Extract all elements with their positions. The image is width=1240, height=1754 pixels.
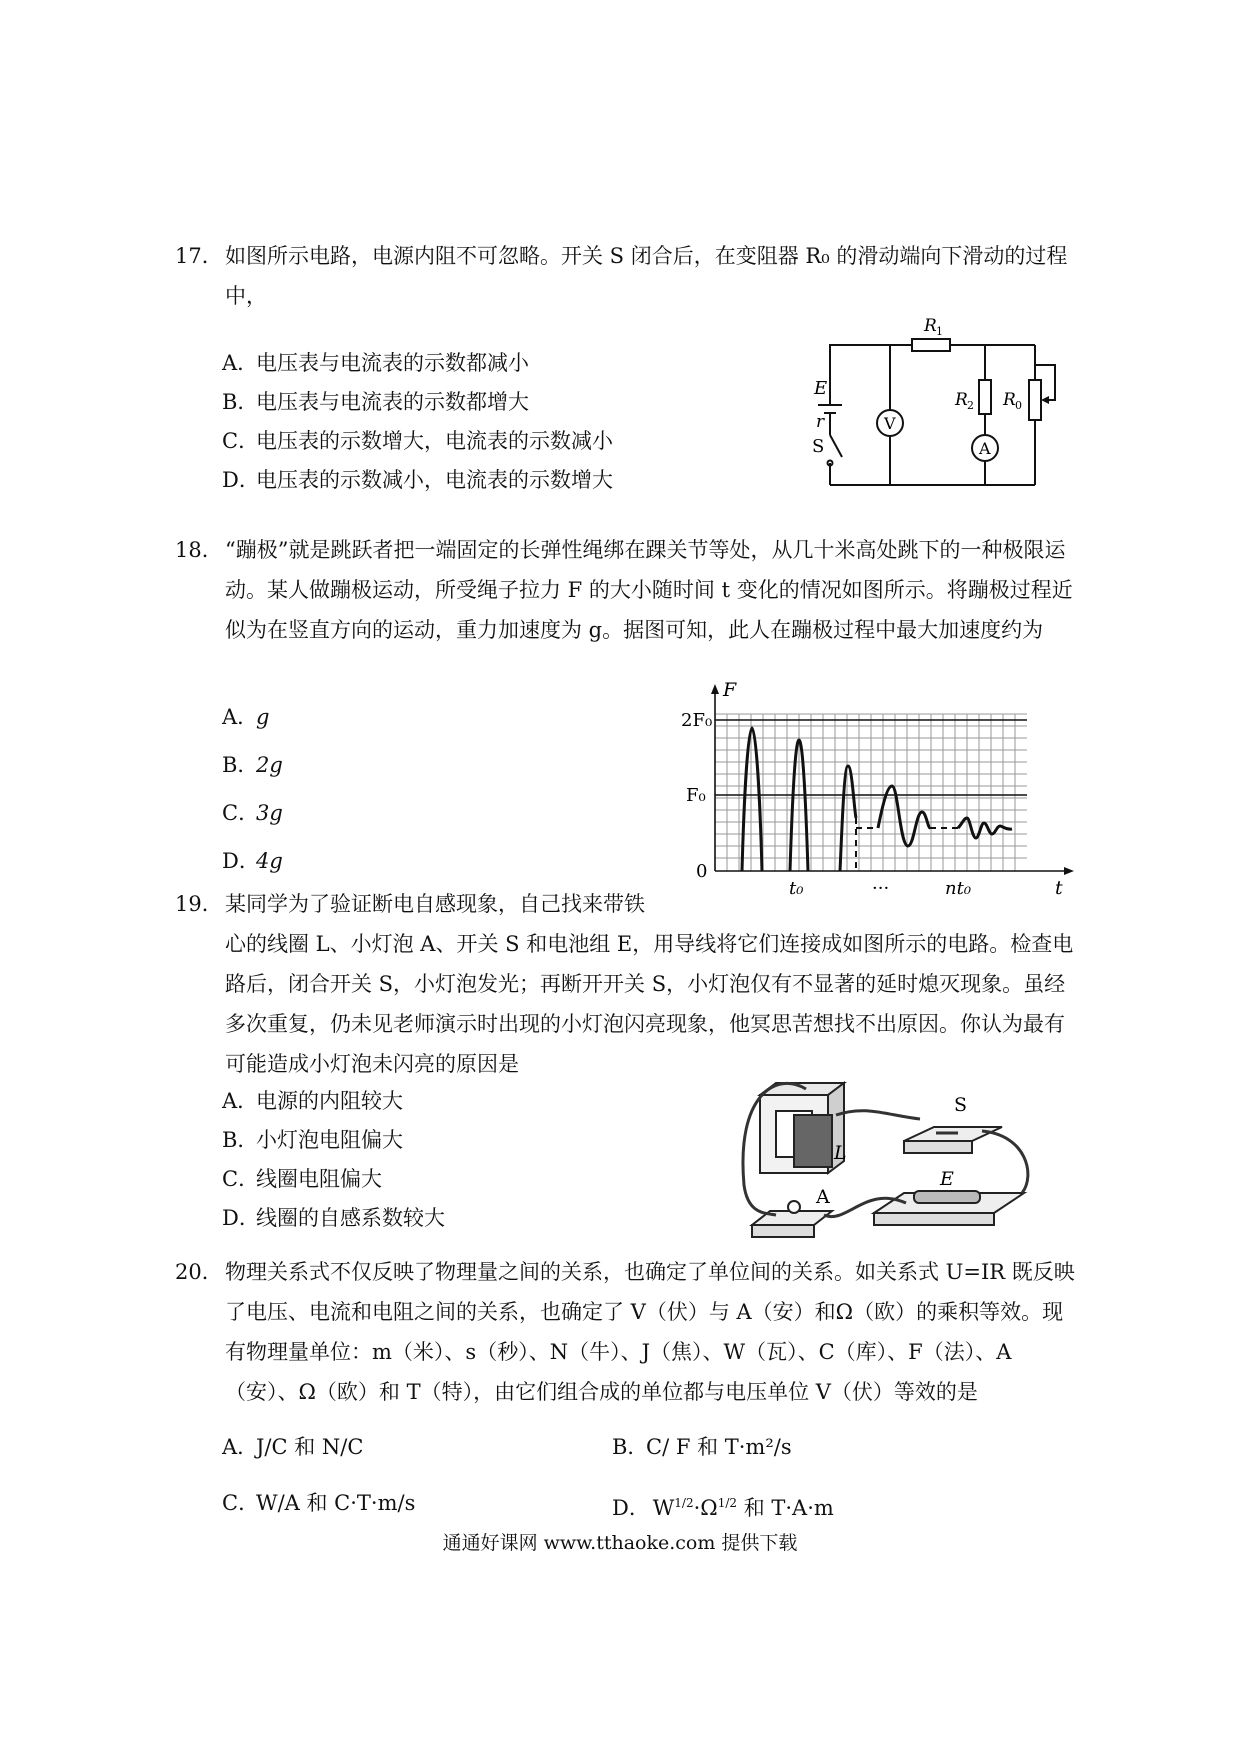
option-d[interactable] <box>222 1203 445 1233</box>
option-key: B． <box>612 1435 649 1459</box>
label-R0-sub: 0 <box>1015 399 1022 412</box>
question-stem: “蹦极”就是跳跃者把一端固定的长弹性绳绑在踝关节等处，从几十米高处跳下的一种极限运动。某人做蹦极运动，所受绳子拉力 F 的大小随时间 t 变化的情况如图所示。将蹦极过程近似为在竖直方向的运动，重力加速度为 g。据图可知，此人在蹦极过程中最大加速度约为 <box>225 538 1073 642</box>
option-c[interactable] <box>222 798 283 828</box>
option-text: 电源的内阻较大 <box>256 1089 403 1113</box>
option-key: A． <box>222 705 259 729</box>
option-a[interactable] <box>222 702 269 732</box>
option-c[interactable] <box>222 426 613 456</box>
label-R2: R <box>955 390 968 410</box>
y-tick-F0: F₀ <box>686 785 706 806</box>
option-key: C． <box>222 1491 260 1515</box>
option-key: A． <box>222 1435 259 1459</box>
label-A: A <box>816 1186 830 1208</box>
option-text: $W^{1/2}\cdot\Omega^{1/2}$ 和 T·A·m <box>652 1496 834 1520</box>
option-text: C/ F 和 T·m²/s <box>646 1435 792 1459</box>
label-A: A <box>979 439 991 458</box>
option-text: 2g <box>256 753 283 777</box>
option-key: D． <box>222 849 260 873</box>
question-stem: 某同学为了验证断电自感现象，自己找来带铁 <box>225 892 645 916</box>
option-key: B． <box>222 753 259 777</box>
option-key: B． <box>222 1128 259 1152</box>
label-R0: R <box>1003 390 1016 410</box>
y-axis-label: F <box>723 679 737 701</box>
option-d[interactable] <box>222 465 613 495</box>
question-number: 20． <box>175 1260 223 1284</box>
question-17 <box>175 236 1075 316</box>
y-tick-2F0: 2F₀ <box>681 710 713 731</box>
option-d[interactable] <box>222 846 283 876</box>
y-tick-0: 0 <box>696 861 708 882</box>
option-key: C． <box>222 801 260 825</box>
option-text: 小灯泡电阻偏大 <box>256 1128 403 1152</box>
option-text: 电压表的示数增大，电流表的示数减小 <box>256 429 613 453</box>
option-text: 线圈的自感系数较大 <box>256 1206 445 1230</box>
circuit-diagram-q17 <box>800 305 1080 495</box>
option-key: A． <box>222 351 259 375</box>
label-R1-sub: 1 <box>936 325 943 338</box>
label-S: S <box>954 1094 968 1116</box>
option-b[interactable] <box>612 1432 792 1462</box>
x-axis-label: t <box>1055 877 1063 899</box>
question-number: 18． <box>175 538 223 562</box>
option-text: 3g <box>256 801 283 825</box>
question-20 <box>175 1252 1075 1412</box>
option-key: B． <box>222 390 259 414</box>
option-text: 电压表的示数减小，电流表的示数增大 <box>256 468 613 492</box>
option-key: C． <box>222 429 260 453</box>
label-V: V <box>884 414 896 433</box>
x-tick-nt0: nt₀ <box>945 878 972 899</box>
question-19 <box>175 884 1075 924</box>
option-text: J/C 和 N/C <box>256 1435 364 1459</box>
label-E: E <box>940 1168 954 1190</box>
option-key: D． <box>222 1206 260 1230</box>
question-number: 17． <box>175 244 223 268</box>
option-text: 线圈电阻偏大 <box>256 1167 382 1191</box>
option-c[interactable] <box>222 1488 415 1518</box>
option-d[interactable] <box>612 1488 834 1523</box>
option-b[interactable] <box>222 1125 403 1155</box>
option-key: A． <box>222 1089 259 1113</box>
option-key: C． <box>222 1167 260 1191</box>
option-c[interactable] <box>222 1164 382 1194</box>
option-text: g <box>256 705 270 729</box>
label-r: r <box>816 412 825 432</box>
option-key: D． <box>612 1496 650 1520</box>
x-tick-t0: t₀ <box>789 878 804 899</box>
force-time-graph <box>672 678 1082 900</box>
question-number: 19． <box>175 892 223 916</box>
option-a[interactable] <box>222 348 529 378</box>
question-stem: 物理关系式不仅反映了物理量之间的关系，也确定了单位间的关系。如关系式 U=IR 既反映了电压、电流和电阻之间的关系，也确定了 V（伏）与 A（安）和Ω（欧）的乘积等效。现有物理量单位：m（米）、s（秒）、N（牛）、J（焦）、W（瓦）、C（库）、F（法）、A（安）、Ω（欧）和 T（特），由它们组合成的单位都与电压单位 V（伏）等效的是 <box>225 1260 1075 1404</box>
x-tick-dots: ··· <box>872 878 890 899</box>
label-E: E <box>814 378 828 399</box>
label-R1: R <box>924 316 937 336</box>
question-stem-cont: 心的线圈 L、小灯泡 A、开关 S 和电池组 E，用导线将它们连接成如图所示的电路。检查电路后，闭合开关 S，小灯泡发光；再断开开关 S，小灯泡仅有不显著的延时熄灭现象。虽经多次重复，仍未见老师演示时出现的小灯泡闪亮现象，他冥思苦想找不出原因。你认为最有可能造成小灯泡未闪亮的原因是 <box>225 932 1074 1076</box>
label-S: S <box>812 436 825 457</box>
option-text: W/A 和 C·T·m/s <box>256 1491 416 1515</box>
question-stem: 如图所示电路，电源内阻不可忽略。开关 S 闭合后，在变阻器 R₀ 的滑动端向下滑动的过程中， <box>225 244 1068 308</box>
option-key: D． <box>222 468 260 492</box>
option-a[interactable] <box>222 1086 403 1116</box>
footer-source: 通通好课网 www.tthaoke.com 提供下载 <box>442 1532 798 1554</box>
inductor-circuit-figure <box>736 1075 1056 1247</box>
option-text: 4g <box>256 849 283 873</box>
option-b[interactable] <box>222 387 529 417</box>
option-text: 电压表与电流表的示数都减小 <box>256 351 529 375</box>
option-text: 电压表与电流表的示数都增大 <box>256 390 529 414</box>
label-L: L <box>834 1142 847 1164</box>
option-b[interactable] <box>222 750 283 780</box>
label-R2-sub: 2 <box>967 399 974 412</box>
question-18 <box>175 530 1075 650</box>
option-a[interactable] <box>222 1432 363 1462</box>
